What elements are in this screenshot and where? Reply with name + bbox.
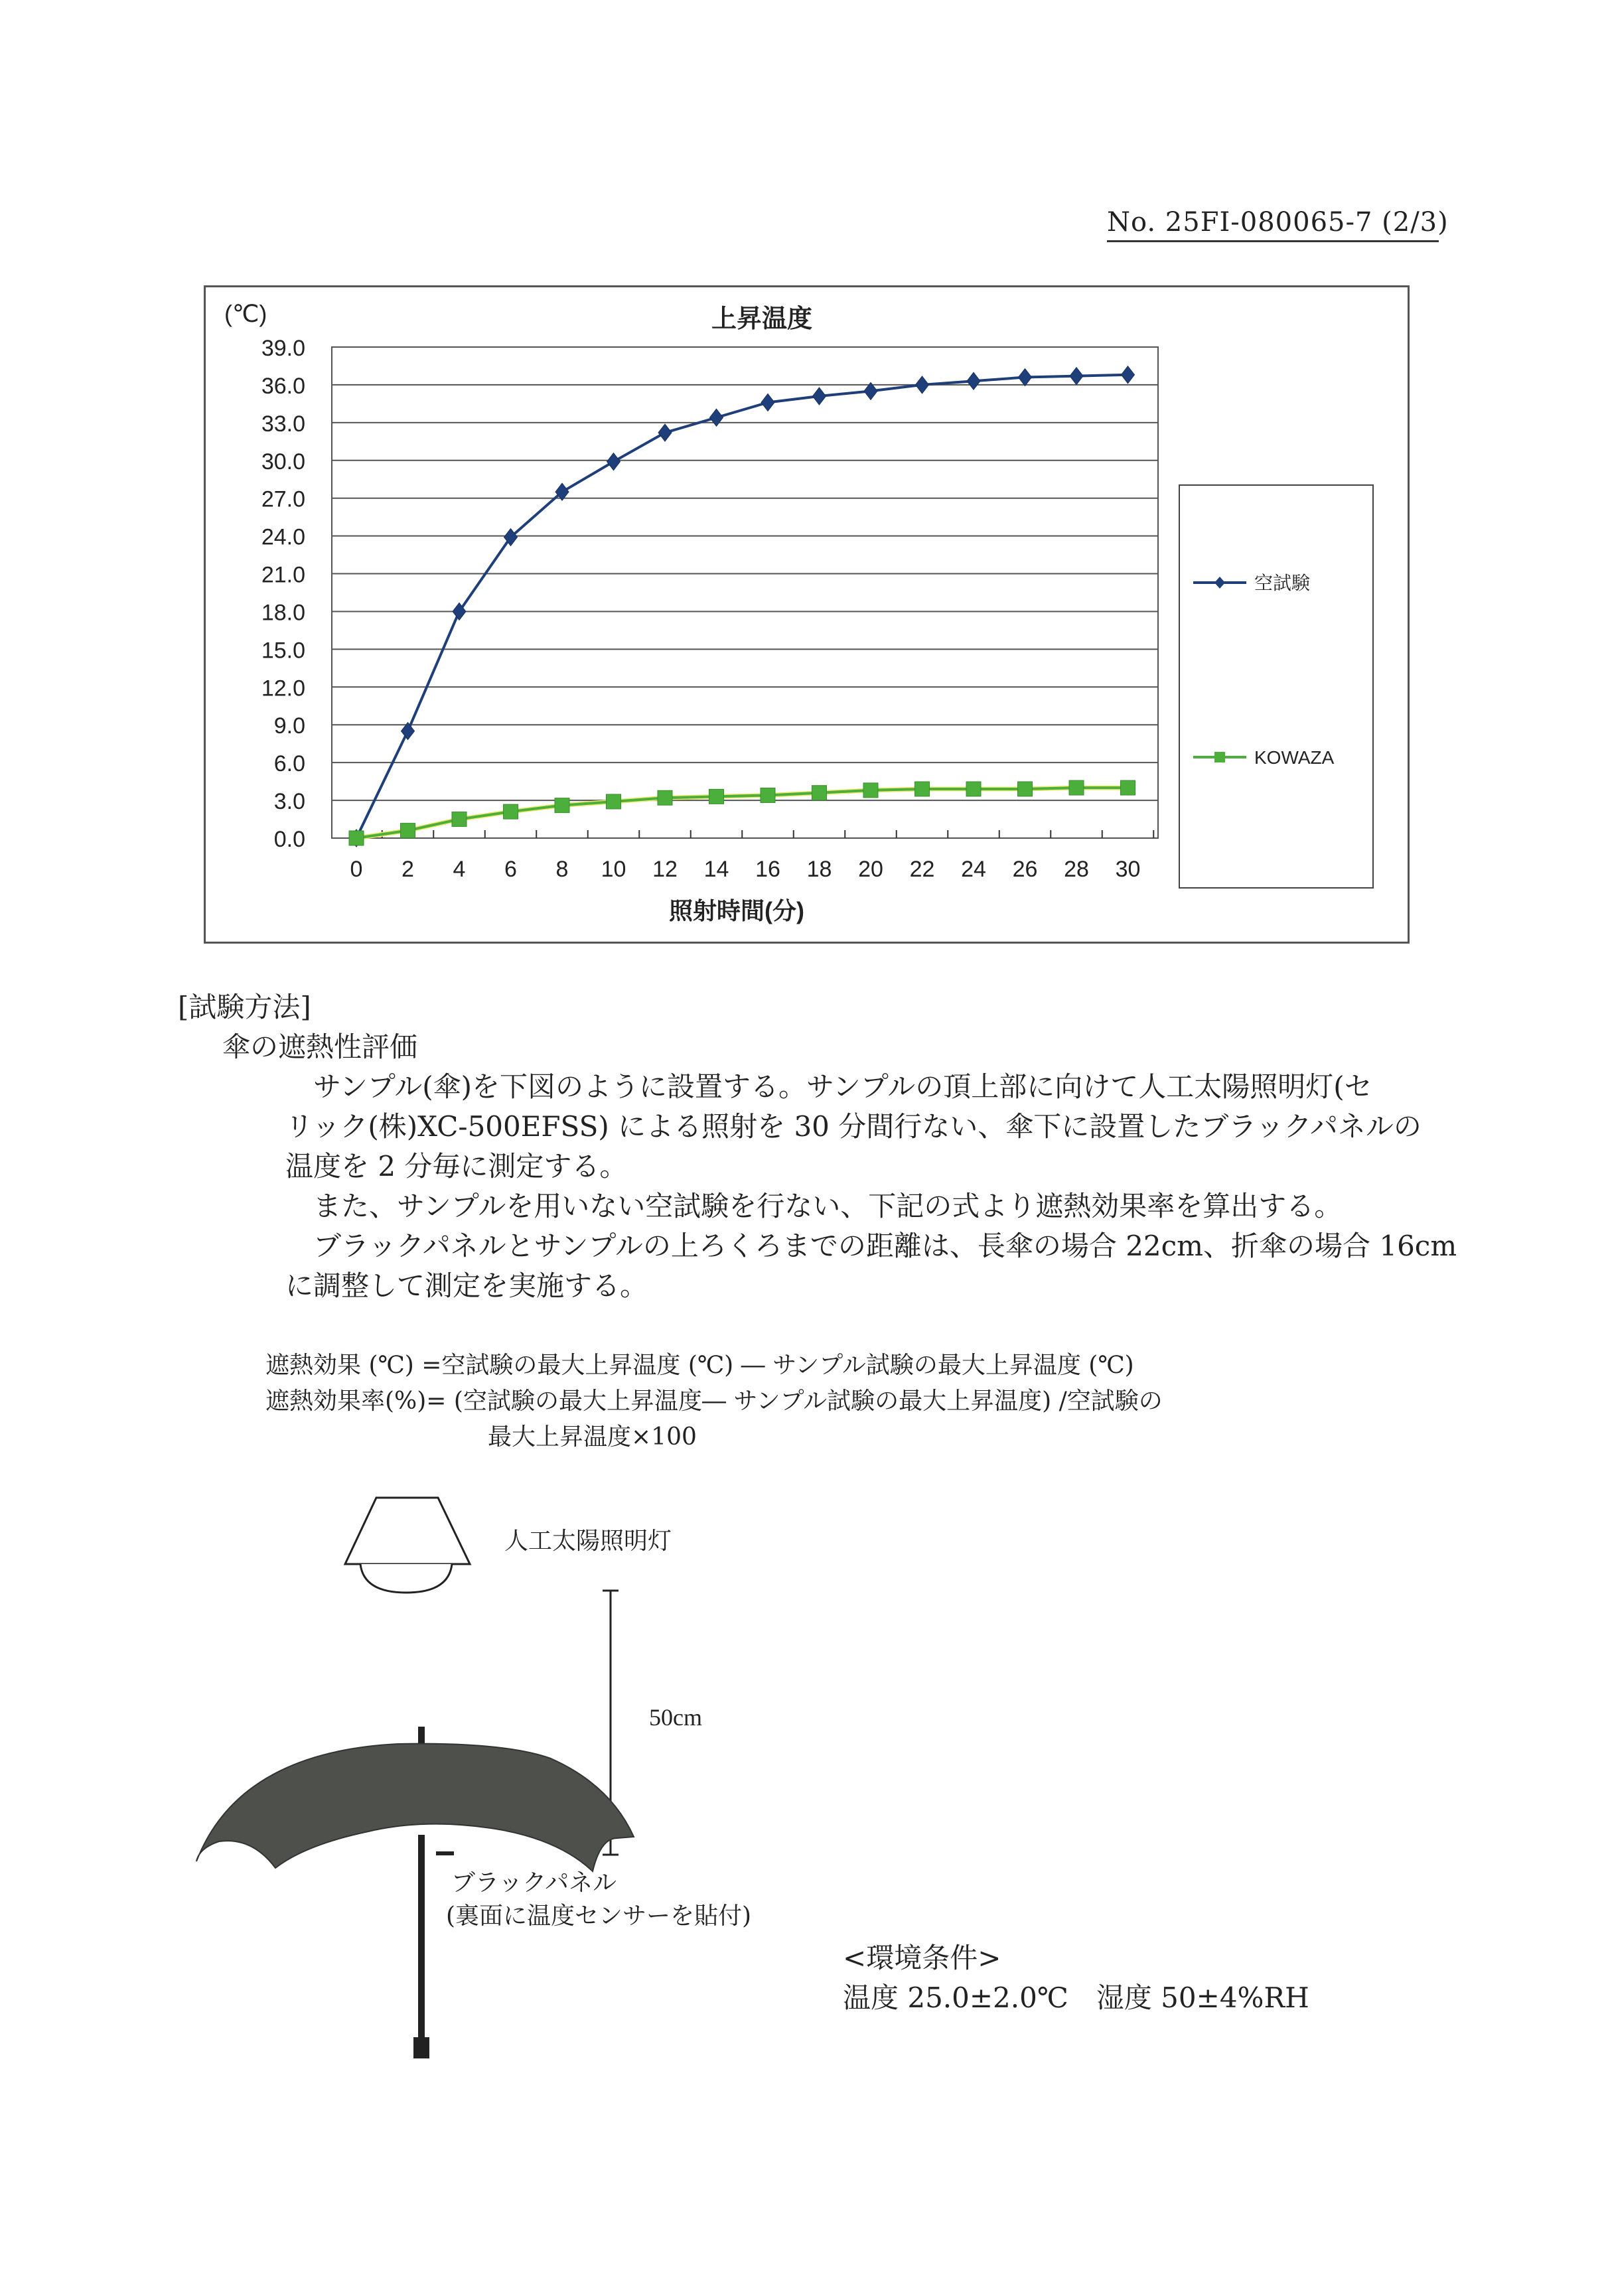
y-tick-label: 27.0 xyxy=(261,486,305,512)
x-tick-label: 6 xyxy=(504,857,517,882)
x-tick-label: 8 xyxy=(555,857,569,882)
x-tick-label: 10 xyxy=(601,857,626,882)
y-tick-label: 33.0 xyxy=(261,411,305,437)
panel-note: (裏面に温度センサーを貼付) xyxy=(446,1902,752,1930)
x-tick-label: 20 xyxy=(858,857,883,882)
environment-heading: <環境条件> xyxy=(843,1942,1001,1974)
formula-heat-shield-rate: 遮熱効果率(%)= (空試験の最大上昇温度― サンプル試験の最大上昇温度) /空試験の xyxy=(265,1388,1163,1415)
environment-conditions: 温度 25.0±2.0℃ 湿度 50±4%RH xyxy=(843,1981,1309,2014)
y-axis-label: (℃) xyxy=(224,300,267,327)
method-line-5: ブラックパネルとサンプルの上ろくろまでの距離は、長傘の場合 22cm、折傘の場合 16cm xyxy=(313,1230,1457,1262)
y-tick-label: 0.0 xyxy=(273,827,305,852)
y-tick-label: 30.0 xyxy=(261,449,305,474)
document-number: No. 25FI-080065-7 (2/3) xyxy=(1107,207,1439,242)
x-tick-label: 2 xyxy=(402,857,414,882)
black-panel-icon xyxy=(436,1851,454,1855)
lamp-icon xyxy=(345,1498,470,1593)
panel-label: ブラックパネル xyxy=(451,1869,617,1897)
formula-heat-shield-effect: 遮熱効果 (℃) =空試験の最大上昇温度 (℃) ― サンプル試験の最大上昇温度 (℃) xyxy=(265,1352,1134,1379)
x-tick-label: 30 xyxy=(1115,857,1141,882)
y-tick-label: 6.0 xyxy=(273,751,305,777)
y-tick-label: 12.0 xyxy=(261,676,305,701)
x-tick-label: 22 xyxy=(909,857,935,882)
y-tick-label: 36.0 xyxy=(261,373,305,399)
x-tick-label: 26 xyxy=(1012,857,1038,882)
y-tick-label: 24.0 xyxy=(261,524,305,550)
y-tick-label: 21.0 xyxy=(261,562,305,588)
method-line-4: また、サンプルを用いない空試験を行ない、下記の式より遮熱効果率を算出する。 xyxy=(313,1190,1343,1222)
x-tick-label: 24 xyxy=(961,857,986,882)
chart-title: 上昇温度 xyxy=(711,305,813,333)
legend-label: 空試験 xyxy=(1254,573,1311,593)
legend-label: KOWAZA xyxy=(1254,747,1335,768)
x-tick-label: 18 xyxy=(806,857,832,882)
x-tick-label: 16 xyxy=(755,857,780,882)
method-heading: [試験方法] xyxy=(178,991,311,1023)
x-axis-label: 照射時間(分) xyxy=(669,897,804,924)
x-tick-label: 0 xyxy=(350,857,363,882)
x-tick-label: 4 xyxy=(453,857,466,882)
y-tick-label: 9.0 xyxy=(273,713,305,739)
y-tick-label: 18.0 xyxy=(261,600,305,626)
y-tick-label: 3.0 xyxy=(273,789,305,815)
x-tick-label: 14 xyxy=(703,857,729,882)
x-tick-label: 28 xyxy=(1064,857,1089,882)
formula-heat-shield-rate-cont: 最大上昇温度×100 xyxy=(488,1423,697,1451)
y-tick-label: 15.0 xyxy=(261,638,305,664)
method-line-1: サンプル(傘)を下図のように設置する。サンプルの頂上部に向けて人工太陽照明灯(セ xyxy=(313,1070,1372,1103)
method-subheading: 傘の遮熱性評価 xyxy=(222,1031,418,1063)
method-line-2: リック(株)XC-500EFSS) による照射を 30 分間行ない、傘下に設置したブラックパネルの xyxy=(285,1110,1422,1143)
distance-label: 50cm xyxy=(649,1704,702,1731)
x-tick-label: 12 xyxy=(652,857,678,882)
method-line-6: に調整して測定を実施する。 xyxy=(285,1269,648,1302)
method-line-3: 温度を 2 分毎に測定する。 xyxy=(285,1150,628,1183)
lamp-label: 人工太陽照明灯 xyxy=(504,1528,672,1555)
y-tick-label: 39.0 xyxy=(261,336,305,361)
